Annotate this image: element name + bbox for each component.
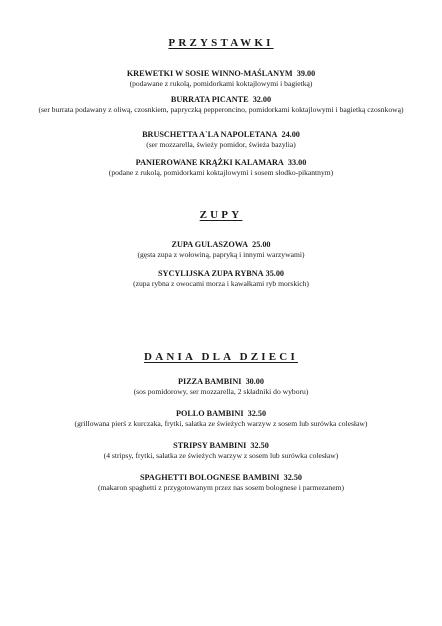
item-name-line (20, 473, 422, 483)
item-description: (gęsta zupa z wołowiną, papryką i innymi warzywami) (137, 250, 305, 259)
menu-item-bruschetta (20, 130, 422, 150)
item-name-line (20, 269, 422, 279)
item-name: BRUSCHETTA A`LA NAPOLETANA (142, 130, 278, 139)
section-title-dania-dla-dzieci: DANIA DLA DZIECI (144, 351, 298, 363)
item-name: BURRATA PICANTE (170, 95, 249, 104)
item-description: (grillowana pierś z kurczaka, frytki, sałatka ze świeżych warzyw z sosem lub surówka colesław) (74, 419, 368, 428)
item-description: (makaron spaghetti z przygotowanym przez nas sosem bolognese i parmezanem) (97, 483, 345, 492)
item-description: (ser mozzarella, świeży pomidor, świeża bazylia) (146, 140, 296, 149)
menu-item-pizza-bambini (20, 377, 422, 397)
item-name: ZUPA GULASZOWA (171, 240, 248, 249)
item-name-line (20, 69, 422, 79)
item-price: 32.50 (250, 441, 269, 450)
item-name-line (20, 377, 422, 387)
menu-item-stripsy-bambini (20, 441, 422, 461)
item-name: SPAGHETTI BOLOGNESE BAMBINI (139, 473, 280, 482)
menu-item-krewetki (20, 69, 422, 89)
item-name-line (20, 130, 422, 140)
item-name-line (20, 240, 422, 250)
item-price: 30.00 (245, 377, 264, 386)
item-name-line (20, 441, 422, 451)
item-description: (podawane z rukolą, pomidorkami koktajlowymi i bagietką) (129, 79, 313, 88)
item-name: STRIPSY BAMBINI (173, 441, 247, 450)
item-name: SYCYLIJSKA ZUPA RYBNA (157, 269, 264, 278)
item-price: 25.00 (252, 240, 271, 249)
item-name: KREWETKI W SOSIE WINNO-MAŚLANYM (126, 69, 293, 78)
item-name: POLLO BAMBINI (175, 409, 244, 418)
item-price: 32.50 (283, 473, 303, 482)
item-price: 39.00 (296, 69, 316, 78)
section-title-przystawki: PRZYSTAWKI (168, 37, 274, 49)
item-name-line (20, 95, 422, 105)
menu-item-burrata (20, 95, 422, 115)
item-description: (4 stripsy, frytki, sałatka ze świeżych warzyw z sosem lub surówka colesław) (103, 451, 339, 460)
item-description: (zupa rybna z owocami morza i kawałkami ryb morskich) (133, 279, 309, 288)
item-name: PIZZA BAMBINI (178, 377, 242, 386)
item-price: 32.50 (247, 409, 267, 418)
item-price: 24.00 (281, 130, 300, 139)
item-description: (podane z rukolą, pomidorkami koktajlowymi i sosem słodko-pikantnym) (108, 168, 334, 177)
section-title-zupy: ZUPY (199, 209, 243, 221)
menu-item-zupa-rybna (20, 269, 422, 289)
menu-item-spaghetti-bambini (20, 473, 422, 493)
item-price: 35.00 (265, 269, 285, 278)
item-description: (sos pomidorowy, ser mozzarella, 2 składniki do wyboru) (133, 387, 309, 396)
item-name-line (20, 158, 422, 168)
item-price: 33.00 (287, 158, 307, 167)
menu-item-pollo-bambini (20, 409, 422, 429)
menu-item-zupa-gulaszowa (20, 240, 422, 260)
item-price: 32.00 (252, 95, 272, 104)
item-name: PANIEROWANE KRĄŻKI KALAMARA (135, 158, 284, 167)
item-name-line (20, 409, 422, 419)
item-description: (ser burrata podawany z oliwą, czosnkiem, papryczką pepperoncino, pomidorkami koktajlowymi i bagietką czosnkową) (38, 105, 404, 114)
menu-item-kalmary (20, 158, 422, 178)
